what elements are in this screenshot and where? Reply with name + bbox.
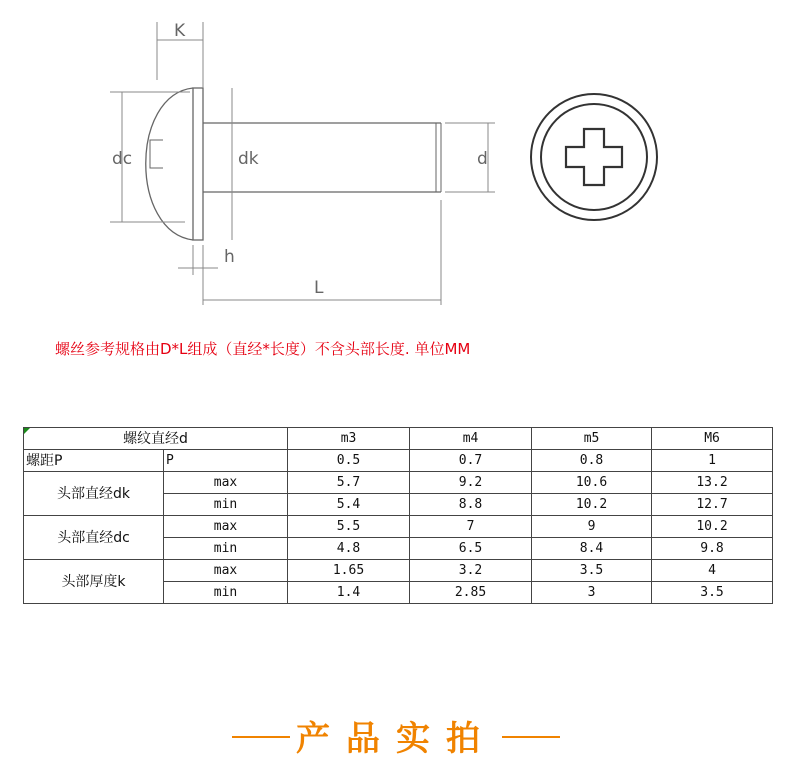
screw-head-dome	[146, 88, 193, 240]
pitch-row	[24, 450, 773, 472]
label-dc: dc	[112, 149, 133, 169]
table-cell: 10.6	[532, 472, 652, 494]
table-cell: 12.7	[652, 494, 773, 516]
label-k: K	[174, 21, 186, 41]
label-dk: dk	[238, 149, 259, 169]
table-cell: 9.8	[652, 538, 773, 560]
head-diameter-dk-label: 头部直经dk	[24, 472, 164, 516]
table-row	[24, 472, 773, 494]
table-cell: 5.4	[288, 494, 410, 516]
row-sub: min	[164, 582, 288, 604]
section-title: 产品实拍	[296, 719, 496, 759]
col-header: m5	[532, 428, 652, 450]
label-l: L	[314, 278, 324, 298]
screw-technical-drawing	[0, 0, 790, 330]
table-header-row	[24, 428, 773, 450]
screw-head-flange	[193, 88, 203, 240]
row-sub: max	[164, 516, 288, 538]
table-cell: 3.5	[652, 582, 773, 604]
table-cell: 3	[532, 582, 652, 604]
table-cell: 1	[652, 450, 773, 472]
pitch-sub: P	[164, 450, 288, 472]
table-cell: 0.8	[532, 450, 652, 472]
product-photo-section-header	[0, 705, 790, 765]
head-thickness-k-label: 头部厚度k	[24, 560, 164, 604]
spec-table	[23, 427, 773, 604]
table-cell: 4.8	[288, 538, 410, 560]
table-cell: 13.2	[652, 472, 773, 494]
table-cell: 3.2	[410, 560, 532, 582]
table-cell: 2.85	[410, 582, 532, 604]
row-sub: min	[164, 494, 288, 516]
header-label: 螺纹直经d	[123, 430, 188, 447]
col-header: M6	[652, 428, 773, 450]
divider-right	[502, 736, 560, 738]
spec-note: 螺丝参考规格由D*L组成（直经*长度）不含头部长度. 单位MM	[55, 340, 471, 358]
divider-left	[232, 736, 290, 738]
label-d: d	[477, 149, 488, 169]
screw-top-view	[531, 94, 657, 220]
table-cell: 10.2	[652, 516, 773, 538]
pitch-label: 螺距P	[24, 450, 164, 472]
table-cell: 5.7	[288, 472, 410, 494]
row-sub: max	[164, 472, 288, 494]
table-cell: 4	[652, 560, 773, 582]
row-sub: min	[164, 538, 288, 560]
table-cell: 6.5	[410, 538, 532, 560]
table-cell: 9.2	[410, 472, 532, 494]
col-header: m4	[410, 428, 532, 450]
table-cell: 1.4	[288, 582, 410, 604]
col-header: m3	[288, 428, 410, 450]
table-cell: 8.8	[410, 494, 532, 516]
table-cell: 10.2	[532, 494, 652, 516]
corner-marker	[24, 428, 30, 434]
table-cell: 0.7	[410, 450, 532, 472]
label-h: h	[224, 247, 235, 267]
table-cell: 3.5	[532, 560, 652, 582]
table-cell: 8.4	[532, 538, 652, 560]
table-row	[24, 516, 773, 538]
table-cell: 0.5	[288, 450, 410, 472]
table-cell: 7	[410, 516, 532, 538]
head-diameter-dc-label: 头部直经dc	[24, 516, 164, 560]
row-sub: max	[164, 560, 288, 582]
thread-diameter-header	[24, 428, 288, 450]
table-row	[24, 560, 773, 582]
table-cell: 5.5	[288, 516, 410, 538]
table-cell: 9	[532, 516, 652, 538]
table-cell: 1.65	[288, 560, 410, 582]
